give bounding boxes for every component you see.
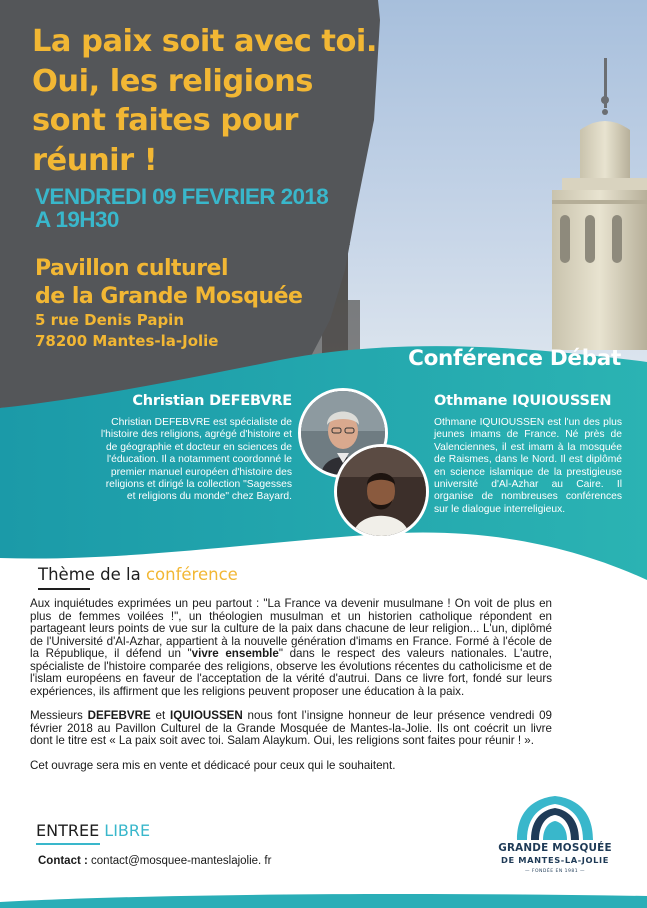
mosque-dome-logo-icon — [497, 794, 613, 842]
text-run: nous font l’insigne honneur de leur présence vendredi 09 février 2018 au Pavillon Culturel de la Grande Mosquée de Mantes-la-Jolie. Ils ont coécrit un livre dont le titre est « La paix soit avec toi. Salam Alaykum. Oui, les religions sont faites pour réunir ! ». — [30, 709, 552, 747]
conference-title: Conférence Débat — [408, 346, 621, 371]
address-city: 78200 Mantes-la-Jolie — [35, 332, 219, 350]
entree-underline — [36, 843, 100, 845]
venue — [35, 255, 302, 352]
venue-name-line: de la Grande Mosquée — [35, 283, 303, 309]
contact-label: Contact : — [38, 855, 88, 867]
theme-paragraph — [30, 710, 552, 748]
theme-heading-prefix: Thème de la — [38, 565, 146, 584]
emphasis-text: DEFEBVRE — [87, 709, 151, 722]
event-date — [35, 185, 328, 231]
date-line: VENDREDI 09 FEVRIER 2018 — [35, 184, 329, 209]
text-run: Messieurs — [30, 709, 88, 722]
mosque-logo — [497, 794, 613, 878]
speaker-card — [100, 390, 292, 504]
text-run: " dans le respect des valeurs nationales. L'autre, spécialiste de l'histoire comparée des religions, observe les évolutions récentes du catholicisme et de l'islam européens en faveur de l'acceptation de la vérité d'autrui. Dans ce livre fort, fondé sur leurs expériences, ils affirment que les religions peuvent proposer une éducation à la paix. — [30, 647, 552, 698]
contact-email[interactable]: contact@mosquee-manteslajolie. fr — [87, 855, 272, 867]
main-title — [32, 22, 392, 180]
bottom-wave — [0, 892, 647, 908]
emphasis-text: IQUIOUSSEN — [169, 709, 243, 722]
logo-title: GRANDE MOSQUÉE — [498, 842, 612, 854]
speaker-bio: Othmane IQUIOUSSEN est l'un des plus jeunes imams de France. Né près de Valenciennes, il est imam à la mosquée de Raismes, dans le Nord. Il est diplômé en science islamique de la prestigieuse université d'Al-Azhar au Caire. Il organise de nombreuses conférences sur le dialogue interreligieux. — [434, 417, 622, 515]
speaker-name: Christian DEFEBVRE — [132, 393, 292, 409]
speaker-card — [434, 390, 622, 516]
speaker-bio: Christian DEFEBVRE est spécialiste de l'histoire des religions, agrégé d'histoire et de géographie et docteur en sciences de l'éducation. Il a notamment coordonné le premier manuel européen d'histoire des religions et dirigé la collection "Sagesses et religions du monde" chez Bayard. — [100, 417, 292, 503]
title-line: La paix soit avec toi. — [32, 24, 377, 59]
title-line: Oui, les religions — [32, 63, 313, 99]
theme-body — [30, 598, 552, 784]
text-run: Aux inquiétudes exprimées un peu partout : "La France va devenir musulmane ! On voit de plus en plus de femmes voilées !", un théologien musulman et un historien catholique répondent en partageant leurs points de vue sur la culture de la paix dans chacune de leur religion... L'un, diplômé de l'Université d'Al-Azhar, appartient à la nouvelle génération d'imams en France. Formé à l'école de la République, il défend un " — [30, 597, 552, 660]
entree-accent: LIBRE — [104, 821, 151, 840]
title-line: réunir ! — [32, 142, 158, 178]
theme-underline — [38, 588, 90, 590]
logo-founded: — FONDÉE EN 1981 — — [524, 869, 586, 874]
address-street: 5 rue Denis Papin — [35, 311, 184, 329]
speaker-name: Othmane IQUIOUSSEN — [434, 393, 612, 409]
text-run: et — [150, 709, 170, 722]
venue-name-line: Pavillon culturel — [35, 256, 229, 281]
entree-prefix: ENTREE — [36, 821, 105, 840]
theme-paragraph — [30, 598, 552, 698]
theme-heading-accent: conférence — [145, 565, 238, 584]
logo-subtitle: DE MANTES-LA-JOLIE — [501, 855, 609, 865]
contact-line — [38, 855, 271, 867]
speaker-photo-icon — [334, 444, 429, 539]
theme-paragraph: Cet ouvrage sera mis en vente et dédicacé pour ceux qui le souhaitent. — [30, 758, 396, 772]
free-entry-label — [36, 821, 150, 840]
emphasis-text: vivre ensemble — [191, 647, 279, 660]
time-line: A 19H30 — [35, 207, 119, 232]
title-line: sont faites pour — [32, 103, 298, 138]
theme-heading — [38, 565, 238, 584]
